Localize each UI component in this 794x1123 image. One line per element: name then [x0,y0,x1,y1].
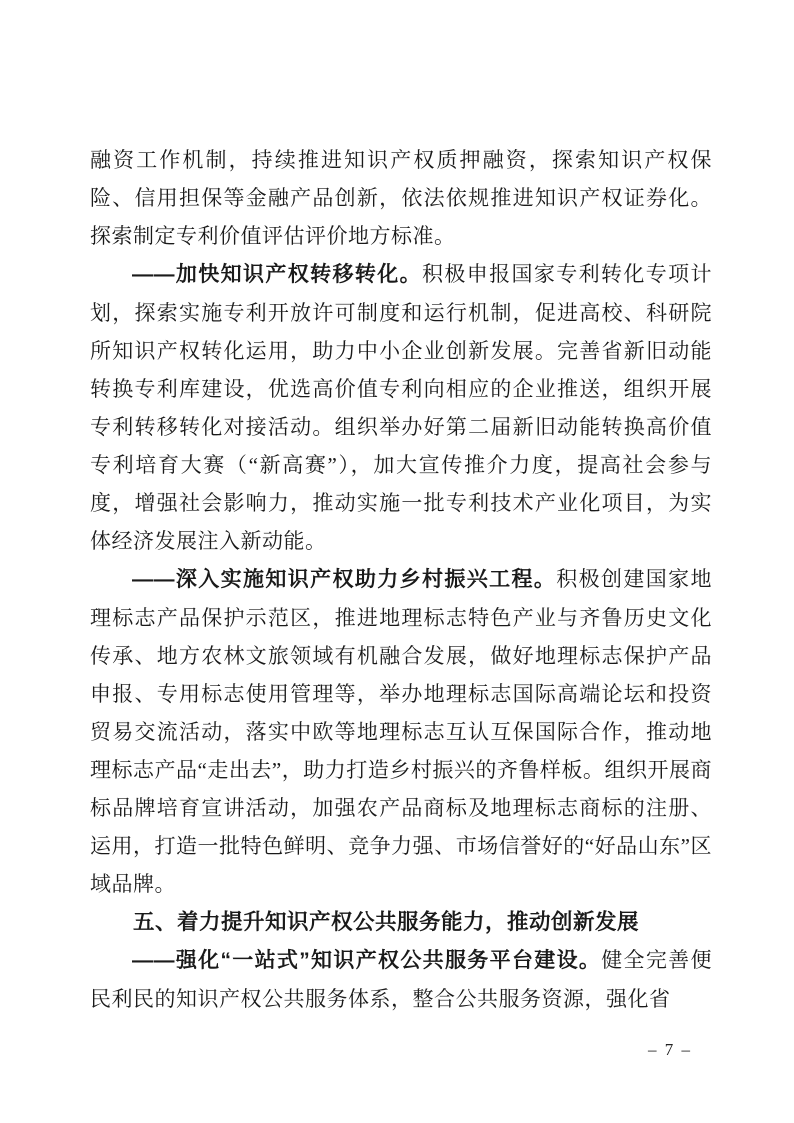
document-body [90,141,712,1018]
paragraph-lead: ——强化“一站式”知识产权公共服务平台建设。 [132,949,602,972]
section-heading: 五、着力提升知识产权公共服务能力，推动创新发展 [133,910,640,934]
paragraph [90,255,712,560]
paragraph-text: 健全完善便民利民的知识产权公共服务体系，整合公共服务资源，强化省 [90,948,712,1011]
paragraph-lead: ——深入实施知识产权助力乡村振兴工程。 [132,568,557,591]
paragraph-text: 积极申报国家专利转化专项计划，探索实施专利开放许可制度和运行机制，促进高校、科研院所知识产权转化运用，助力中小企业创新发展。完善省新旧动能转换专利库建设，优选高价值专利向相应的企业推送，组织开展专利转移转化对接活动。组织举办好第二届新旧动能转换高价值专利培育大赛（“新高赛”），加大宣传推介力度，提高社会参与度，增强社会影响力，推动实施一批专利技术产业化项目，为实体经济发展注入新动能。 [90,262,712,553]
page-number: – 7 – [648,1040,692,1059]
paragraph [90,941,712,1018]
paragraph [90,560,712,903]
paragraph-text: 积极创建国家地理标志产品保护示范区，推进地理标志特色产业与齐鲁历史文化传承、地方农林文旅领域有机融合发展，做好地理标志保护产品申报、专用标志使用管理等，举办地理标志国际高端论坛和投资贸易交流活动，落实中欧等地理标志互认互保国际合作，推动地理标志产品“走出去”，助力打造乡村振兴的齐鲁样板。组织开展商标品牌培育宣讲活动，加强农产品商标及地理标志商标的注册、运用，打造一批特色鲜明、竞争力强、市场信誉好的“好品山东”区域品牌。 [90,567,712,896]
paragraph: 融资工作机制，持续推进知识产权质押融资，探索知识产权保险、信用担保等金融产品创新，依法依规推进知识产权证券化。探索制定专利价值评估评价地方标准。 [90,148,712,248]
paragraph-lead: ——加快知识产权转移转化。 [132,263,422,286]
